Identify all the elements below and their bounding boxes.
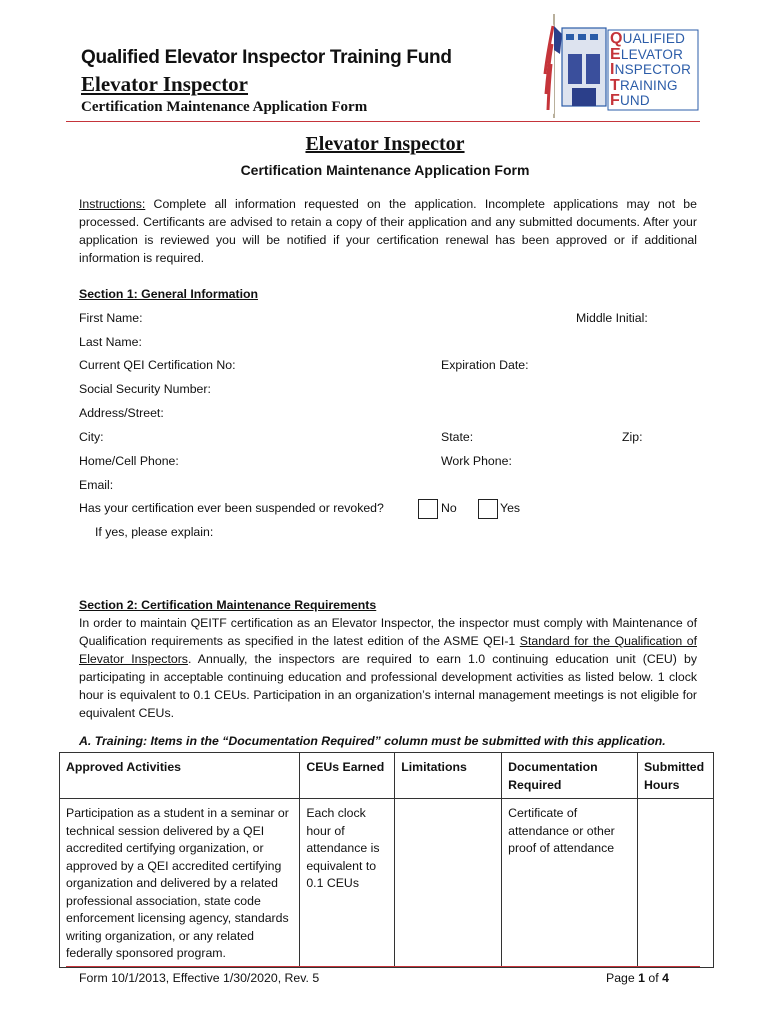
page-total: 4 <box>662 971 669 985</box>
logo-word: UALIFIED <box>622 31 686 46</box>
cell-documentation: Certificate of attendance or other proof of attendance <box>502 799 638 968</box>
logo-line <box>610 62 691 78</box>
middle-initial-label: Middle Initial: <box>576 311 648 325</box>
ssn-label: Social Security Number: <box>79 382 211 396</box>
logo-text <box>610 31 691 109</box>
section1-heading: Section 1: General Information <box>79 287 259 301</box>
page-number: 1 <box>638 971 645 985</box>
instructions-paragraph <box>79 195 697 267</box>
page-subtitle: Certification Maintenance Application Form <box>240 162 530 178</box>
page-indicator <box>606 971 669 985</box>
city-label: City: <box>79 430 104 444</box>
state-label: State: <box>441 430 474 444</box>
building-icon <box>562 28 606 106</box>
logo-initial: Q <box>610 30 623 47</box>
cell-limitations[interactable] <box>395 799 502 968</box>
logo-word: UND <box>619 93 650 108</box>
header-limitations: Limitations <box>395 753 502 799</box>
header-ceus-earned: CEUs Earned <box>300 753 395 799</box>
table-header-row <box>60 753 714 799</box>
logo-initial: F <box>610 92 620 109</box>
no-checkbox[interactable] <box>418 499 438 519</box>
instructions-text: Complete all information requested on the application. Incomplete applications may not be processed. Certificants are advised to retain a copy of their application and any submitted documents. After your application is reviewed you will be notified if your certification renewal has been approved or if additional information is required. <box>79 197 697 265</box>
header-submitted-hours: Submitted Hours <box>637 753 713 799</box>
logo-line <box>610 31 691 47</box>
header-documentation-required: Documentation Required <box>502 753 638 799</box>
address-label: Address/Street: <box>79 406 164 420</box>
section2-heading: Section 2: Certification Maintenance Requirements <box>79 598 377 612</box>
logo-word: LEVATOR <box>620 46 684 62</box>
header-divider <box>66 121 700 122</box>
page-of: of <box>644 971 663 985</box>
header-title: Qualified Elevator Inspector Training Fund <box>81 47 452 68</box>
training-heading: A. Training: Items in the “Documentation Required” column must be submitted with this application. <box>79 734 666 748</box>
logo-line <box>610 47 691 63</box>
home-phone-label: Home/Cell Phone: <box>79 454 179 468</box>
page-title: Elevator Inspector <box>305 133 465 155</box>
work-phone-label: Work Phone: <box>441 454 512 468</box>
instructions-label: Instructions: <box>79 197 146 211</box>
section2-text-2: . Annually, the inspectors are required to earn 1.0 continuing education unit (CEU) by participating in acceptable continuing education and professional development activities as listed below. 1 clock hour is equivalent to 0.1 CEUs. Participation in an organization’s internal management meetings is not eligible for equivalent CEUs. <box>79 652 697 720</box>
yes-checkbox[interactable] <box>478 499 498 519</box>
cert-no-label: Current QEI Certification No: <box>79 358 236 372</box>
first-name-label: First Name: <box>79 311 143 325</box>
logo-word: RAINING <box>619 77 678 93</box>
logo-word: NSPECTOR <box>614 62 692 77</box>
header-approved-activities: Approved Activities <box>60 753 300 799</box>
header-form-name: Certification Maintenance Application Form <box>81 99 368 115</box>
header-subtitle: Elevator Inspector <box>81 72 249 96</box>
section2-paragraph <box>79 614 697 722</box>
email-label: Email: <box>79 478 114 492</box>
training-table <box>59 752 714 968</box>
explain-label: If yes, please explain: <box>95 525 214 539</box>
footer-form-info: Form 10/1/2013, Effective 1/30/2020, Rev. 5 <box>79 971 320 985</box>
no-label: No <box>441 501 457 515</box>
cell-submitted-hours[interactable] <box>637 799 713 968</box>
last-name-label: Last Name: <box>79 335 142 349</box>
page-prefix: Page <box>606 971 639 985</box>
zip-label: Zip: <box>622 430 643 444</box>
suspended-question: Has your certification ever been suspended or revoked? <box>79 501 384 515</box>
logo-initial: T <box>610 76 620 94</box>
yes-label: Yes <box>500 501 521 515</box>
footer-divider <box>66 966 700 967</box>
logo-initial: I <box>610 61 615 78</box>
expiration-label: Expiration Date: <box>441 358 529 372</box>
cell-approved-activity: Participation as a student in a seminar or technical session delivered by a QEI accredited certifying organization, or approved by a QEI accredited certifying organization and delivered by a related professional association, state code enforcement licensing agency, standards writing organization, or any related federally sponsored program. <box>60 799 300 968</box>
cell-ceus-earned: Each clock hour of attendance is equivalent to 0.1 CEUs <box>300 799 395 968</box>
logo-line <box>610 93 691 109</box>
standard-reference: Standard for the Qualification of Elevator Inspectors <box>79 634 697 666</box>
american-flag-icon <box>545 24 562 114</box>
qeitf-logo <box>540 14 700 118</box>
logo-line <box>610 78 691 94</box>
table-row <box>60 799 714 968</box>
section2-text-1: In order to maintain QEITF certification as an Elevator Inspector, the inspector must comply with Maintenance of Qualification requirements as specified in the latest edition of the ASME QEI-1 <box>79 616 697 648</box>
logo-initial: E <box>610 45 621 63</box>
